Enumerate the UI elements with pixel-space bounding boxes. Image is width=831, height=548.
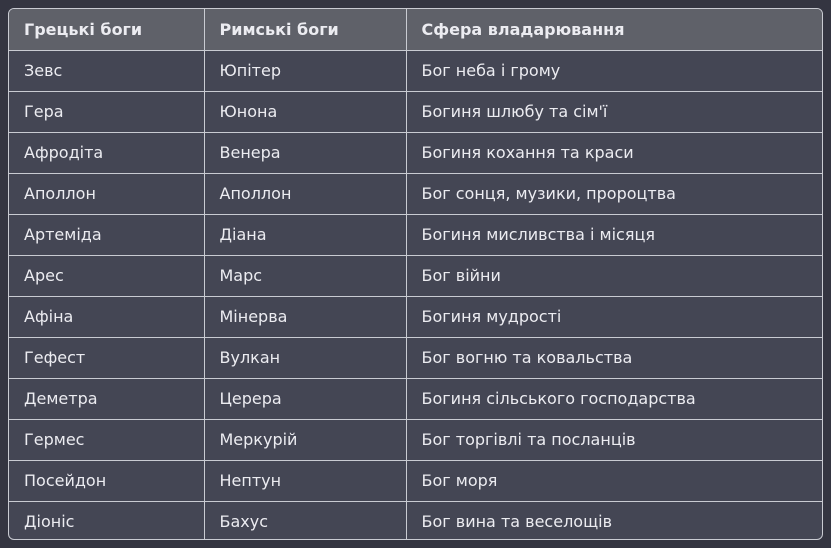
cell-domain: Бог війни <box>406 255 822 296</box>
table-row <box>9 296 822 337</box>
cell-domain: Богиня мудрості <box>406 296 822 337</box>
cell-domain: Богиня шлюбу та сім'ї <box>406 91 822 132</box>
table-row <box>9 214 822 255</box>
cell-greek: Гера <box>9 91 204 132</box>
cell-roman: Бахус <box>204 501 406 540</box>
cell-roman: Меркурій <box>204 419 406 460</box>
cell-roman: Марс <box>204 255 406 296</box>
cell-greek: Гермес <box>9 419 204 460</box>
cell-domain: Богиня сільського господарства <box>406 378 822 419</box>
table-row <box>9 378 822 419</box>
header-row <box>9 9 822 50</box>
cell-domain: Бог моря <box>406 460 822 501</box>
table-row <box>9 132 822 173</box>
cell-roman: Юнона <box>204 91 406 132</box>
table-row <box>9 460 822 501</box>
cell-greek: Зевс <box>9 50 204 91</box>
gods-table-container <box>8 8 823 540</box>
table-row <box>9 173 822 214</box>
header-greek-gods: Грецькі боги <box>24 19 143 39</box>
gods-table <box>9 9 822 540</box>
cell-greek: Деметра <box>9 378 204 419</box>
cell-domain: Бог неба і грому <box>406 50 822 91</box>
cell-roman: Нептун <box>204 460 406 501</box>
cell-domain: Бог торгівлі та посланців <box>406 419 822 460</box>
cell-greek: Артеміда <box>9 214 204 255</box>
cell-greek: Арес <box>9 255 204 296</box>
cell-roman: Юпітер <box>204 50 406 91</box>
cell-greek: Афродіта <box>9 132 204 173</box>
table-row <box>9 337 822 378</box>
table-header <box>9 9 822 50</box>
cell-roman: Венера <box>204 132 406 173</box>
header-domain: Сфера владарювання <box>406 9 822 50</box>
table-row <box>9 419 822 460</box>
cell-domain: Богиня кохання та краси <box>406 132 822 173</box>
table-row <box>9 91 822 132</box>
cell-greek: Аполлон <box>9 173 204 214</box>
cell-roman: Мінерва <box>204 296 406 337</box>
table-body <box>9 50 822 540</box>
cell-greek: Гефест <box>9 337 204 378</box>
cell-greek: Афіна <box>9 296 204 337</box>
cell-roman: Аполлон <box>204 173 406 214</box>
cell-greek: Посейдон <box>9 460 204 501</box>
header-roman-gods: Римські боги <box>204 9 406 50</box>
cell-greek: Діоніс <box>9 501 204 540</box>
cell-roman: Церера <box>204 378 406 419</box>
cell-domain: Богиня мисливства і місяця <box>406 214 822 255</box>
table-row <box>9 255 822 296</box>
cell-roman: Вулкан <box>204 337 406 378</box>
cell-domain: Бог сонця, музики, пророцтва <box>406 173 822 214</box>
table-row <box>9 50 822 91</box>
cell-domain: Бог вогню та ковальства <box>406 337 822 378</box>
cell-domain: Бог вина та веселощів <box>406 501 822 540</box>
cell-roman: Діана <box>204 214 406 255</box>
table-row <box>9 501 822 540</box>
